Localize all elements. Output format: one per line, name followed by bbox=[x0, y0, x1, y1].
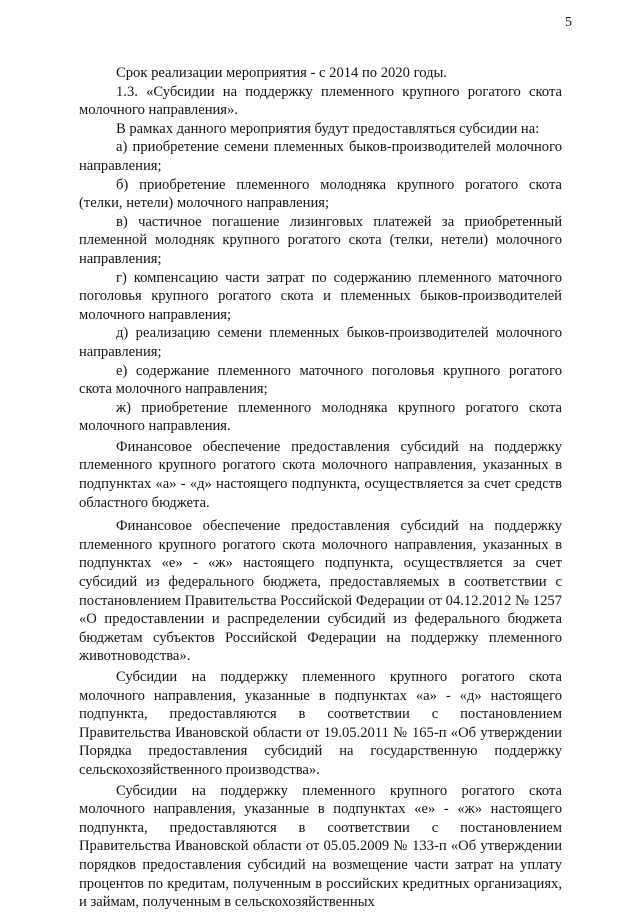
page-number: 5 bbox=[565, 15, 572, 30]
list-item-d: д) реализацию семени племенных быков-производителей молочного направления; bbox=[79, 325, 562, 360]
paragraph-subsidy-intro: В рамках данного мероприятия будут предоставляться субсидии на: bbox=[116, 120, 540, 137]
document-body bbox=[79, 64, 562, 912]
paragraph-regulation-165: Субсидии на поддержку племенного крупного рогатого скота молочного направления, указанные в подпунктах «а» - «д» настоящего подпункта, предоставляются в соответствии с постановлением Правительства Ивановской области от 19.05.2011 № 165-п «Об утверждении Порядка предоставления субсидий на государственную поддержку сельскохозяйственного производства». bbox=[79, 669, 562, 778]
paragraph-section-heading: 1.3. «Субсидии на поддержку племенного крупного рогатого скота молочного направления». bbox=[79, 83, 562, 119]
list-item-v: в) частичное погашение лизинговых платежей за приобретенный племенной молодняк крупного рогатого скота (телки, нетели) молочного направления; bbox=[79, 213, 562, 267]
list-item-e: е) содержание племенного маточного поголовья крупного рогатого скота молочного направления; bbox=[79, 362, 562, 398]
list-item-g: г) компенсацию части затрат по содержанию племенного маточного поголовья крупного рогатого скота и племенных быков-производителей молочного направления; bbox=[79, 269, 562, 323]
paragraph-federal-funding: Финансовое обеспечение предоставления субсидий на поддержку племенного крупного рогатого скота молочного направления, указанных в подпунктах «е» - «ж» настоящего подпункта, осуществляется за счет субсидий из федерального бюджета, предоставляемых в соответствии с постановлением Правительства Российской Федерации от 04.12.2012 № 1257 «О предоставлении и распределении субсидий из федерального бюджета бюджетам субъектов Российской Федерации на поддержку племенного животноводства». bbox=[79, 518, 562, 665]
paragraph-implementation-period: Срок реализации мероприятия - с 2014 по 2020 годы. bbox=[116, 65, 447, 81]
paragraph-regulation-133: Субсидии на поддержку племенного крупного рогатого скота молочного направления, указанные в подпунктах «е» - «ж» настоящего подпункта, предоставляются в соответствии с постановлением Правительства Ивановской области от 05.05.2009 № 133-п «Об утверждении порядков предоставления субсидий на возмещение части затрат на уплату процентов по кредитам, полученным в российских кредитных организациях, и займам, полученным в сельскохозяйственных bbox=[79, 782, 562, 911]
list-item-zh: ж) приобретение племенного молодняка крупного рогатого скота молочного направления. bbox=[79, 399, 562, 435]
list-item-a: а) приобретение семени племенных быков-производителей молочного направления; bbox=[79, 139, 562, 174]
paragraph-regional-funding: Финансовое обеспечение предоставления субсидий на поддержку племенного крупного рогатого скота молочного направления, указанных в подпунктах «а» - «д» настоящего подпункта, осуществляется за счет средств областного бюджета. bbox=[79, 438, 562, 511]
list-item-b: б) приобретение племенного молодняка крупного рогатого скота (телки, нетели) молочного направления; bbox=[79, 176, 562, 212]
